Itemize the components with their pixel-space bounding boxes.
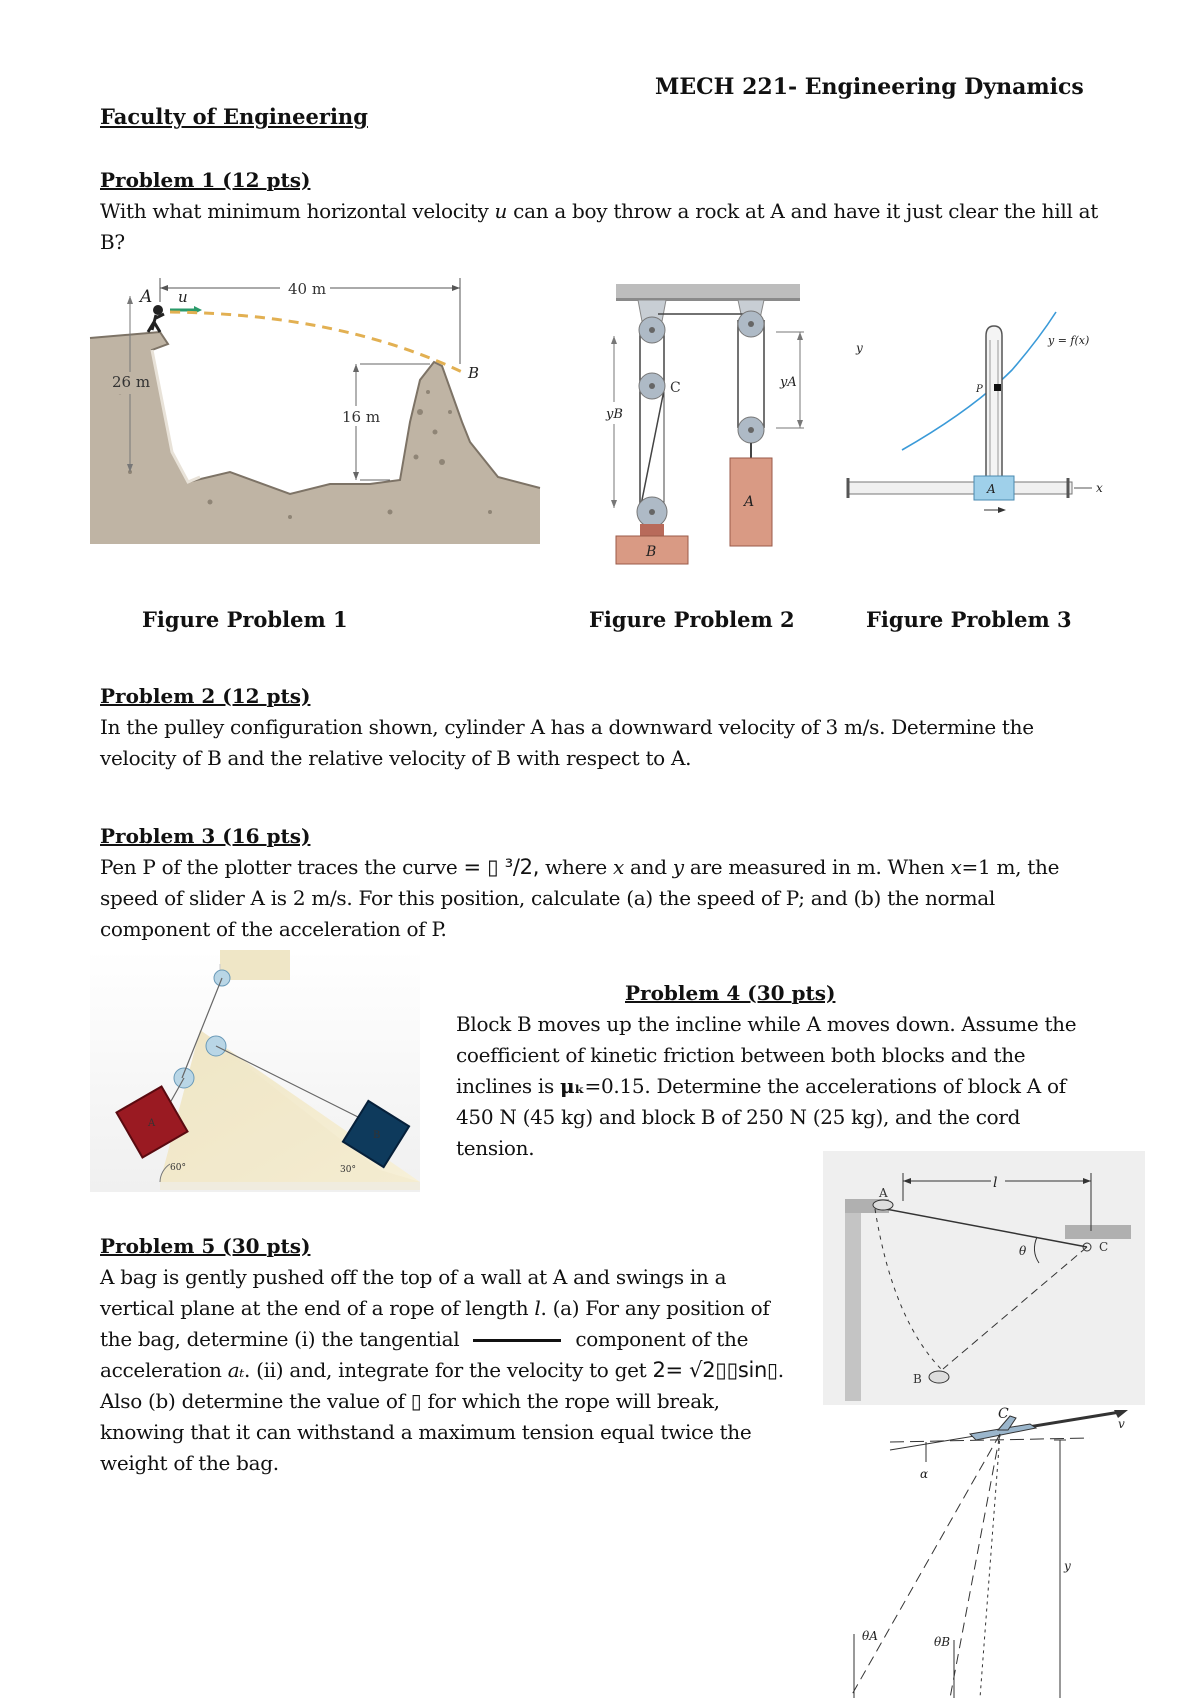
label-theta-b: θB bbox=[934, 1635, 951, 1649]
label-cyl-a: A bbox=[744, 494, 755, 510]
problem5-text: A bag is gently pushed off the top of a wall at A and swings in a vertical plane at the end of a rope of length l. (a) For any position of the bag, determine (i) the tangential component of the acceleration aₜ. (ii) and, integrate for the velocity to get 2= √2▯▯sin▯. Also (b) determine the value of ▯ for which the rope will break, knowing that it can withstand a maximum tension equal twice the weight of the bag. bbox=[100, 1265, 784, 1475]
label-slider-a: A bbox=[987, 482, 996, 496]
label-angle-60: 60° bbox=[170, 1163, 186, 1173]
tangential-blank bbox=[473, 1339, 561, 1342]
figure-problem2 bbox=[608, 280, 808, 570]
figure-problem3 bbox=[842, 300, 1122, 520]
label-a5: A bbox=[879, 1186, 888, 1200]
faculty-title: Faculty of Engineering bbox=[100, 104, 368, 129]
problem1-text: With what minimum horizontal velocity u can a boy throw a rock at A and have it just clear the hill at B? bbox=[100, 199, 1098, 254]
label-b5: B bbox=[913, 1372, 922, 1386]
problem5-formula: 2= √2▯▯sin bbox=[652, 1358, 768, 1382]
figure-aircraft bbox=[830, 1404, 1160, 1698]
figure-problem1 bbox=[90, 272, 540, 544]
label-block-a: A bbox=[148, 1118, 156, 1129]
problem3-formula: = ▯ ³/2, bbox=[463, 855, 540, 879]
caption-problem1: Figure Problem 1 bbox=[142, 607, 348, 632]
caption-problem3: Figure Problem 3 bbox=[866, 607, 1072, 632]
label-x-axis: x bbox=[1096, 481, 1103, 495]
label-c6: C bbox=[998, 1406, 1009, 1422]
caption-problem2: Figure Problem 2 bbox=[589, 607, 795, 632]
label-ya: yA bbox=[780, 375, 797, 390]
figure-problem4 bbox=[90, 950, 420, 1192]
problem3-text: Pen P of the plotter traces the curve = ▯ ³/2, where x and y are measured in m. When x=1 m, the speed of slider A is 2 m/s. For this position, calculate (a) the speed of P; and (b) the normal component of the acceleration of P. bbox=[100, 855, 1060, 941]
label-26m: 26 m bbox=[112, 373, 151, 391]
problem2-heading: Problem 2 (12 pts) bbox=[100, 684, 311, 708]
label-u: u bbox=[178, 288, 188, 306]
label-block-b4: B bbox=[373, 1130, 381, 1141]
label-c5: C bbox=[1099, 1240, 1109, 1254]
label-a: A bbox=[140, 287, 153, 307]
problem3-heading: Problem 3 (16 pts) bbox=[100, 824, 311, 848]
problem4-heading: Problem 4 (30 pts) bbox=[625, 981, 836, 1005]
label-40m: 40 m bbox=[288, 280, 327, 298]
problem4-text: Block B moves up the incline while A moves down. Assume the coefficient of kinetic friction between both blocks and the inclines is μₖ=0.15. Determine the accelerations of block A of 450 N (45 kg) and block B of 250 N (25 kg), and the cord tension. bbox=[456, 1012, 1077, 1160]
var-u: u bbox=[494, 199, 508, 223]
label-theta-a: θA bbox=[862, 1629, 878, 1643]
label-y-axis: y bbox=[856, 341, 863, 355]
label-yb: yB bbox=[606, 407, 623, 422]
problem5-heading: Problem 5 (30 pts) bbox=[100, 1234, 311, 1258]
label-v: v bbox=[1118, 1417, 1125, 1431]
label-angle-30: 30° bbox=[340, 1165, 356, 1175]
label-theta: θ bbox=[1019, 1244, 1027, 1258]
label-b: B bbox=[468, 364, 480, 382]
figure-problem5 bbox=[823, 1151, 1145, 1405]
mu-symbol: μₖ bbox=[560, 1074, 585, 1098]
label-16m: 16 m bbox=[342, 408, 381, 426]
problem1-heading: Problem 1 (12 pts) bbox=[100, 168, 311, 192]
course-title: MECH 221- Engineering Dynamics bbox=[655, 74, 1084, 100]
label-l: l bbox=[993, 1175, 998, 1191]
problem2-text: In the pulley configuration shown, cylinder A has a downward velocity of 3 m/s. Determine the velocity of B and the relative velocity of B with respect to A. bbox=[100, 715, 1034, 770]
label-c: C bbox=[670, 380, 681, 396]
label-alpha: α bbox=[920, 1467, 929, 1481]
label-block-b: B bbox=[646, 544, 657, 560]
label-curve: y = f(x) bbox=[1048, 334, 1090, 347]
label-y6: y bbox=[1064, 1559, 1071, 1573]
label-p: P bbox=[976, 384, 983, 395]
